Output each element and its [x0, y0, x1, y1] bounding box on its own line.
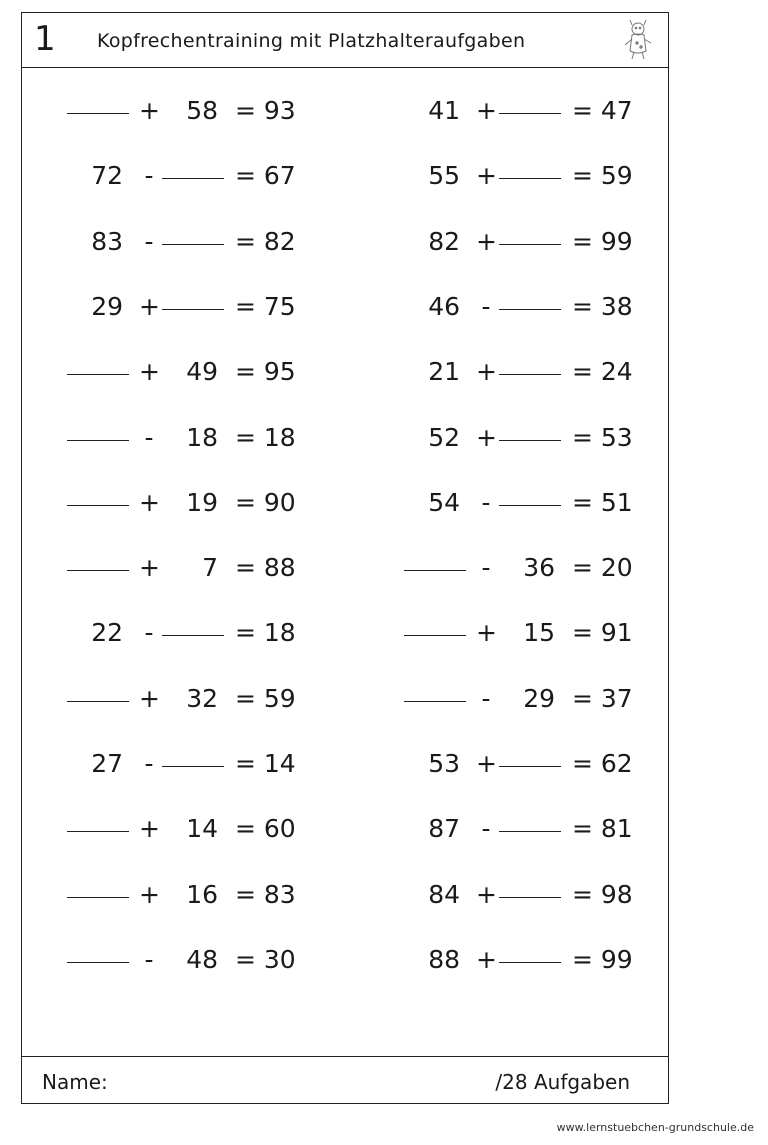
equation-row: [67, 809, 327, 849]
operator: -: [144, 422, 154, 452]
equation-row: [404, 418, 664, 458]
operand: 84: [428, 879, 460, 909]
equation-row: [404, 91, 664, 131]
equation-result: = 18: [235, 618, 296, 648]
operator: -: [144, 226, 154, 256]
equation-result: = 59: [235, 683, 296, 713]
equation-row: [404, 287, 664, 327]
equation-row: [404, 744, 664, 784]
answer-blank[interactable]: [67, 483, 129, 506]
equation-result: = 37: [572, 683, 633, 713]
equation-result: = 38: [572, 291, 633, 321]
answer-blank[interactable]: [67, 548, 129, 571]
operand: 32: [186, 683, 218, 713]
answer-blank[interactable]: [67, 875, 129, 898]
operand: 36: [523, 553, 555, 583]
operand: 72: [91, 161, 123, 191]
operator: -: [144, 749, 154, 778]
mascot-figure-icon: [620, 19, 656, 61]
answer-blank[interactable]: [499, 744, 561, 767]
answer-blank[interactable]: [499, 483, 561, 506]
equation-result: = 59: [572, 161, 633, 191]
operator: -: [481, 487, 491, 517]
answer-blank[interactable]: [499, 418, 561, 441]
operator: +: [139, 879, 160, 909]
equation-row: [404, 156, 664, 196]
equation-row: [404, 809, 664, 849]
equation-row: [67, 875, 327, 915]
equation-result: = 82: [235, 226, 296, 256]
equation-result: = 47: [572, 96, 633, 125]
operand: 15: [523, 618, 555, 648]
answer-blank[interactable]: [162, 222, 224, 245]
sheet-number: 1: [34, 19, 56, 59]
operator: -: [144, 161, 154, 191]
operator: +: [139, 357, 160, 387]
equation-row: [404, 875, 664, 915]
equation-row: [67, 744, 327, 784]
answer-blank[interactable]: [404, 613, 466, 636]
operand: 48: [186, 944, 218, 974]
equation-result: = 91: [572, 618, 633, 648]
equation-result: = 88: [235, 553, 296, 583]
equation-row: [67, 483, 327, 523]
answer-blank[interactable]: [162, 613, 224, 636]
equation-result: = 51: [572, 487, 633, 517]
equation-row: [404, 940, 664, 980]
operand: 53: [428, 749, 460, 778]
answer-blank[interactable]: [67, 940, 129, 963]
equation-result: = 98: [572, 879, 633, 909]
operand: 52: [428, 422, 460, 452]
answer-blank[interactable]: [404, 548, 466, 571]
operator: +: [139, 553, 160, 583]
answer-blank[interactable]: [162, 287, 224, 310]
operator: -: [481, 291, 491, 321]
equation-row: [67, 940, 327, 980]
answer-blank[interactable]: [162, 744, 224, 767]
equation-row: [404, 483, 664, 523]
equation-row: [404, 548, 664, 588]
equation-result: = 81: [572, 814, 633, 844]
operator: +: [476, 161, 497, 191]
operand: 7: [202, 553, 218, 583]
operator: +: [139, 291, 160, 321]
equation-row: [67, 287, 327, 327]
equation-row: [404, 613, 664, 653]
answer-blank[interactable]: [67, 91, 129, 114]
equation-result: = 24: [572, 357, 633, 387]
operand: 16: [186, 879, 218, 909]
operator: +: [476, 357, 497, 387]
equation-result: = 99: [572, 226, 633, 256]
operand: 49: [186, 357, 218, 387]
score-label: /28 Aufgaben: [495, 1070, 630, 1094]
operand: 29: [523, 683, 555, 713]
equation-result: = 93: [235, 96, 296, 125]
equation-row: [67, 156, 327, 196]
answer-blank[interactable]: [499, 91, 561, 114]
operator: +: [476, 226, 497, 256]
operand: 29: [91, 291, 123, 321]
operator: +: [139, 683, 160, 713]
operand: 83: [91, 226, 123, 256]
equation-result: = 95: [235, 357, 296, 387]
answer-blank[interactable]: [499, 287, 561, 310]
equation-result: = 60: [235, 814, 296, 844]
operand: 58: [186, 96, 218, 125]
equation-result: = 83: [235, 879, 296, 909]
operand: 88: [428, 944, 460, 974]
equation-result: = 30: [235, 944, 296, 974]
equation-result: = 53: [572, 422, 633, 452]
operand: 82: [428, 226, 460, 256]
equation-result: = 62: [572, 749, 633, 778]
operand: 27: [91, 749, 123, 778]
operator: -: [481, 683, 491, 713]
operand: 54: [428, 487, 460, 517]
operator: +: [476, 879, 497, 909]
operator: -: [481, 553, 491, 583]
worksheet: [21, 12, 669, 1104]
equation-row: [67, 418, 327, 458]
operator: +: [139, 96, 160, 125]
operator: -: [144, 944, 154, 974]
equation-row: [67, 91, 327, 131]
equation-row: [404, 352, 664, 392]
answer-blank[interactable]: [499, 222, 561, 245]
operand: 87: [428, 814, 460, 844]
operator: +: [476, 618, 497, 648]
equation-result: = 99: [572, 944, 633, 974]
equation-row: [67, 352, 327, 392]
answer-blank[interactable]: [499, 875, 561, 898]
operator: +: [139, 487, 160, 517]
worksheet-footer: [22, 1056, 668, 1103]
operator: -: [144, 618, 154, 648]
operand: 18: [186, 422, 218, 452]
equation-result: = 90: [235, 487, 296, 517]
equation-result: = 67: [235, 161, 296, 191]
worksheet-title: Kopfrechentraining mit Platzhalteraufgaben: [97, 30, 526, 52]
answer-blank[interactable]: [499, 352, 561, 375]
equation-result: = 18: [235, 422, 296, 452]
operand: 14: [186, 814, 218, 844]
answer-blank[interactable]: [404, 679, 466, 702]
operator: -: [481, 814, 491, 844]
answer-blank[interactable]: [499, 940, 561, 963]
answer-blank[interactable]: [67, 679, 129, 702]
name-label: Name:: [42, 1070, 108, 1094]
equation-row: [404, 222, 664, 262]
operand: 21: [428, 357, 460, 387]
operator: +: [476, 749, 497, 778]
operator: +: [139, 814, 160, 844]
equation-result: = 14: [235, 749, 296, 778]
answer-blank[interactable]: [67, 418, 129, 441]
equation-row: [67, 613, 327, 653]
website-url: www.lernstuebchen-grundschule.de: [556, 1121, 754, 1134]
operator: +: [476, 96, 497, 125]
equation-row: [67, 222, 327, 262]
operator: +: [476, 422, 497, 452]
answer-blank[interactable]: [67, 809, 129, 832]
operand: 22: [91, 618, 123, 648]
answer-blank[interactable]: [67, 352, 129, 375]
equation-result: = 75: [235, 291, 296, 321]
equation-row: [404, 679, 664, 719]
answer-blank[interactable]: [499, 156, 561, 179]
equation-row: [67, 548, 327, 588]
operand: 19: [186, 487, 218, 517]
operand: 41: [428, 96, 460, 125]
equation-row: [67, 679, 327, 719]
operand: 55: [428, 161, 460, 191]
equation-result: = 20: [572, 553, 633, 583]
operator: +: [476, 944, 497, 974]
worksheet-header: [22, 13, 668, 68]
answer-blank[interactable]: [499, 809, 561, 832]
operand: 46: [428, 291, 460, 321]
answer-blank[interactable]: [162, 156, 224, 179]
